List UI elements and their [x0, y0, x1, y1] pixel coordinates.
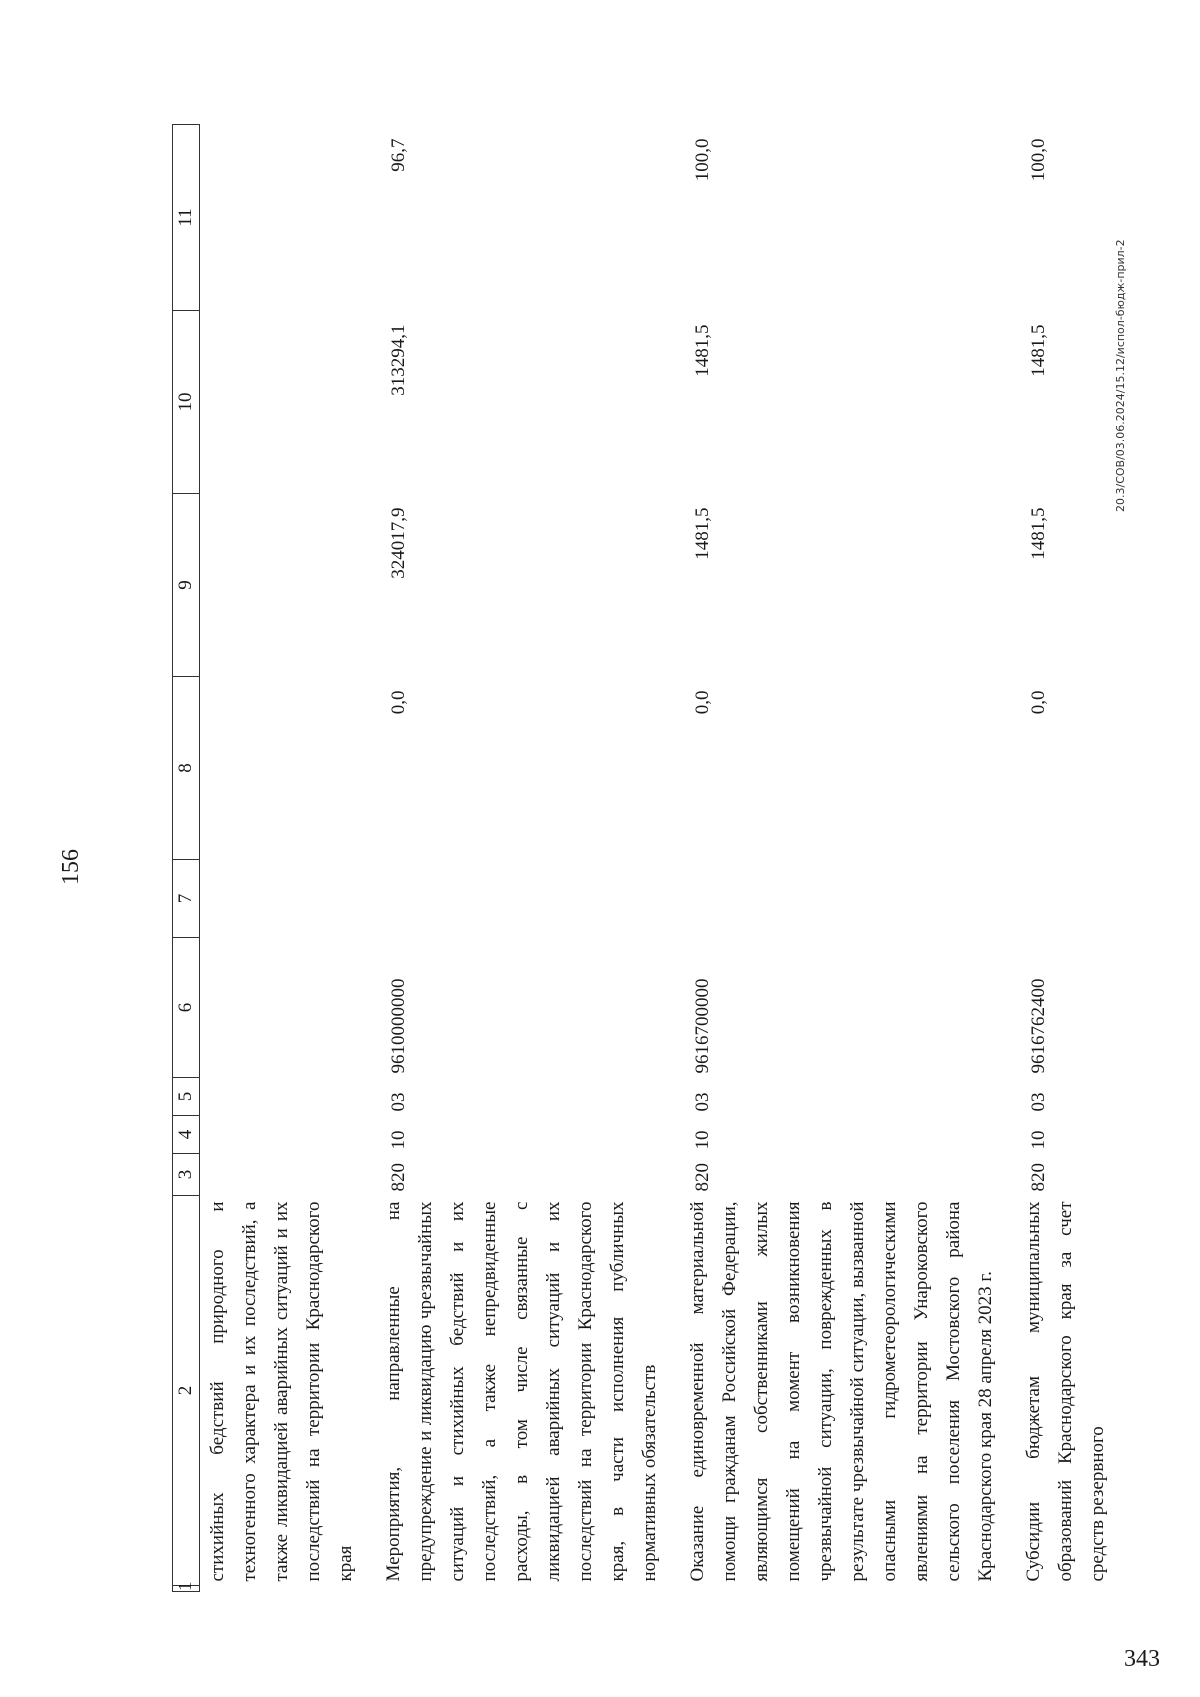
row-value-col10: 1481,5: [1028, 324, 1049, 377]
row-code-target: 9610000000: [388, 978, 409, 1074]
row-code-target: [200, 938, 375, 1078]
row-code-expense-type: [678, 860, 1014, 938]
header-col-9: 9: [173, 494, 200, 677]
row-spacer: [374, 1586, 678, 1592]
header-col-2: 2: [173, 1196, 200, 1586]
row-code-target: 9616762400: [1028, 978, 1049, 1074]
header-row: [173, 125, 200, 1592]
sheet-number: 343: [1124, 1646, 1160, 1672]
row-code-grbs: [200, 1154, 375, 1196]
header-col-7: 7: [173, 860, 200, 938]
row-spacer: [200, 1586, 375, 1592]
row-value-col9: [200, 494, 375, 677]
row-code-expense-type: [374, 860, 678, 938]
row-value-col11: 100,0: [692, 138, 713, 182]
row-value-col8: 0,0: [388, 690, 409, 715]
budget-table: [172, 124, 1114, 1592]
row-value-col11: 96,7: [388, 138, 409, 172]
row-code-grbs: 820: [692, 1163, 713, 1192]
header-col-10: 10: [173, 311, 200, 494]
row-description: Субсидии бюджетам муниципальных образований Краснодарского края за счет средств резервного: [1023, 1201, 1108, 1582]
row-code-subsection: 03: [388, 1092, 409, 1112]
row-code-section: 10: [388, 1130, 409, 1150]
row-description: Оказание единовременной материальной помощи гражданам Российской Федерации, являющимся собственниками жилых помещений на момент возникновения чрезвычайной ситуации, поврежденных в результате чрезвычайной ситуации, вызванной опасными гидрометеорологическими явлениями на территории Унароковского сельского поселения Мостовского района Краснодарского края 28 апреля 2023 г.: [687, 1201, 996, 1582]
header-col-6: 6: [173, 938, 200, 1078]
row-code-subsection: [200, 1078, 375, 1116]
row-value-col9: 1481,5: [1028, 507, 1049, 560]
header-col-3: 3: [173, 1154, 200, 1196]
header-col-1: 1: [173, 1586, 200, 1592]
row-value-col10: 1481,5: [692, 324, 713, 377]
page-number: 156: [58, 849, 84, 885]
row-spacer: [678, 1586, 1014, 1592]
row-value-col10: [200, 311, 375, 494]
row-code-grbs: 820: [1028, 1163, 1049, 1192]
row-code-section: [200, 1116, 375, 1154]
row-spacer: [1014, 1586, 1114, 1592]
row-description: стихийных бедствий природного и техногенного характера и их последствий, а также ликвидацией аварийных ситуаций и их последствий на территории Краснодарского края: [207, 1201, 356, 1582]
row-code-expense-type: [200, 860, 375, 938]
footer-file-reference: 20.3/СОВ/03.06.2024/15.12/испол-бюдж-прил-2: [1114, 239, 1127, 512]
row-code-expense-type: [1014, 860, 1114, 938]
row-value-col9: 1481,5: [692, 507, 713, 560]
row-code-section: 10: [692, 1130, 713, 1150]
row-value-col11: [200, 125, 375, 311]
row-value-col8: 0,0: [1028, 690, 1049, 715]
header-col-4: 4: [173, 1116, 200, 1154]
row-value-col8: [200, 677, 375, 860]
table-row: [200, 125, 375, 1592]
table-row: [374, 125, 678, 1592]
row-code-target: 9616700000: [692, 978, 713, 1074]
row-code-subsection: 03: [692, 1092, 713, 1112]
row-value-col9: 324017,9: [388, 507, 409, 579]
row-code-subsection: 03: [1028, 1092, 1049, 1112]
table-header: [173, 125, 200, 1592]
row-value-col8: 0,0: [692, 690, 713, 715]
row-value-col11: 100,0: [1028, 138, 1049, 182]
row-description: Мероприятия, направленные на предупреждение и ликвидацию чрезвычайных ситуаций и стихийных бедствий и их последствий, а также непредвиденные расходы, в том числе связанные с ликвидацией аварийных ситуаций и их последствий на территории Краснодарского края, в части исполнения публичных нормативных обязательств: [383, 1201, 660, 1582]
row-code-grbs: 820: [388, 1163, 409, 1192]
table-row: [1014, 125, 1114, 1592]
row-code-section: 10: [1028, 1130, 1049, 1150]
table-row: [678, 125, 1014, 1592]
row-value-col10: 313294,1: [388, 324, 409, 396]
header-col-11: 11: [173, 125, 200, 311]
header-col-5: 5: [173, 1078, 200, 1116]
table-body: [200, 125, 1115, 1592]
header-col-8: 8: [173, 677, 200, 860]
